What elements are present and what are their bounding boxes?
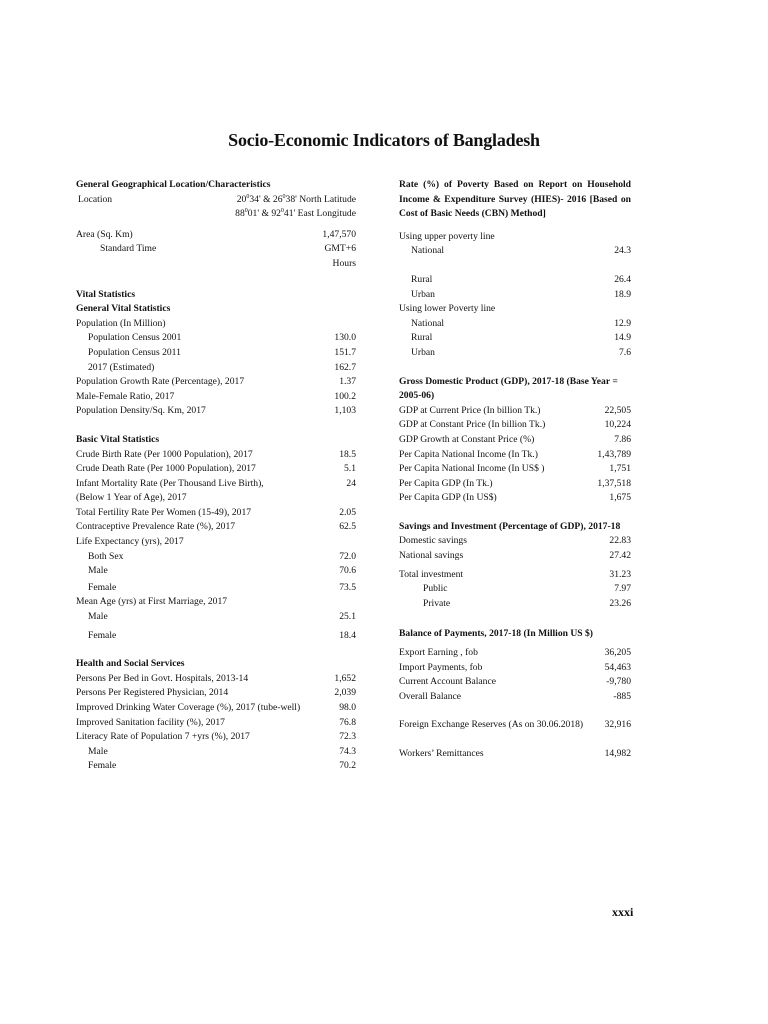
longitude-value: $88^001'$ & $92^041'$ East Longitude — [235, 208, 356, 220]
table-row: Improved Sanitation facility (%), 2017 76.8 — [76, 716, 356, 728]
geo-heading: General Geographical Location/Characteristics — [76, 179, 271, 190]
table-row: Per Capita National Income (In Tk.) 1,43,789 — [399, 448, 631, 460]
table-row: Urban 18.9 — [411, 288, 631, 300]
location-label: Location — [78, 193, 113, 205]
table-row: Persons Per Registered Physician, 2014 2,039 — [76, 687, 356, 699]
lower-poverty-label: Using lower Poverty line — [399, 303, 496, 315]
table-row: Population Census 2001 130.0 — [88, 332, 356, 344]
time-row — [76, 242, 356, 257]
reserves-row: Foreign Exchange Reserves (As on 30.06.2018) 32,916 — [399, 719, 631, 731]
table-row: Improved Drinking Water Coverage (%), 2017 (tube-well) 98.0 — [76, 702, 356, 713]
table-row: Female 70.2 — [88, 760, 356, 772]
remittances-row: Workers’ Remittances 14,982 — [399, 748, 631, 759]
table-row: GDP at Current Price (In billion Tk.) 22,505 — [399, 404, 631, 416]
table-row: Per Capita GDP (In US$) 1,675 — [399, 492, 631, 504]
table-row: National savings 27.42 — [399, 550, 631, 562]
table-row: (Below 1 Year of Age), 2017 — [76, 492, 187, 504]
table-row: Crude Birth Rate (Per 1000 Population), 2017 18.5 — [76, 448, 356, 460]
table-row: Overall Balance -885 — [399, 690, 631, 702]
table-row: National 24.3 — [411, 245, 631, 257]
table-row: Export Earning , fob 36,205 — [399, 647, 631, 659]
table-row: Private 23.26 — [423, 597, 631, 609]
table-row: Per Capita National Income (In US$ ) 1,751 — [399, 463, 631, 475]
table-row: Public 7.97 — [423, 583, 631, 595]
poverty-heading: Rate (%) of Poverty Based on Report on Household Income & Expenditure Survey (HIES)- 2016 [Based on Cost of Basic Needs (CBN) Method] — [399, 179, 631, 220]
table-row: Male 74.3 — [88, 745, 356, 757]
table-row: Male-Female Ratio, 2017 100.2 — [76, 390, 356, 402]
table-row: Life Expectancy (yrs), 2017 — [76, 536, 184, 548]
table-row: Mean Age (yrs) at First Marriage, 2017 — [76, 596, 228, 608]
latitude-value: $20^034'$ & $26^038'$ North Latitude — [236, 193, 356, 205]
table-row: Crude Death Rate (Per 1000 Population), 2017 5.1 — [76, 463, 356, 475]
page-title: Socio-Economic Indicators of Bangladesh — [228, 130, 540, 150]
table-row: Female 73.5 — [88, 581, 356, 593]
table-row: Population Density/Sq. Km, 2017 1,103 — [76, 405, 356, 417]
table-row: Rural 26.4 — [411, 273, 631, 285]
table-row: Total investment 31.23 — [399, 568, 631, 580]
time-label: Standard Time — [100, 243, 157, 255]
area-row — [76, 228, 356, 243]
area-label: Area (Sq. Km) — [76, 228, 133, 240]
basic-heading: Basic Vital Statistics — [76, 433, 160, 445]
table-row: Infant Mortality Rate (Per Thousand Live Birth), 24 — [76, 477, 356, 489]
table-row: Both Sex 72.0 — [88, 550, 356, 562]
table-row: Female 18.4 — [88, 629, 356, 641]
health-heading: Health and Social Services — [76, 658, 185, 670]
page-number: xxxi — [612, 905, 634, 919]
table-row: Male 25.1 — [88, 611, 356, 623]
gdp-heading: Gross Domestic Product (GDP), 2017-18 (Base Year = 2005-06) — [399, 375, 618, 402]
time-unit: Hours — [332, 257, 356, 269]
time-unit-row — [76, 257, 356, 272]
table-row: Population (In Million) — [76, 317, 166, 329]
longitude-row — [76, 207, 356, 222]
area-value: 1,47,570 — [322, 228, 356, 240]
upper-poverty-label: Using upper poverty line — [399, 230, 495, 242]
table-row: Total Fertility Rate Per Women (15-49), 2017 2.05 — [76, 506, 356, 518]
table-row: Literacy Rate of Population 7 +yrs (%), 2017 72.3 — [76, 731, 356, 743]
bop-heading: Balance of Payments, 2017-18 (In Million US $) — [399, 628, 594, 640]
table-row: 2017 (Estimated) 162.7 — [88, 361, 356, 373]
table-row: Population Census 2011 151.7 — [88, 346, 356, 358]
vital-subheading: General Vital Statistics — [76, 303, 171, 315]
table-row: Rural 14.9 — [411, 332, 631, 344]
table-row: Persons Per Bed in Govt. Hospitals, 2013-14 1,652 — [76, 672, 356, 684]
table-row: GDP at Constant Price (In billion Tk.) 10,224 — [399, 419, 631, 431]
savings-heading: Savings and Investment (Percentage of GDP), 2017-18 — [399, 520, 621, 532]
table-row: Domestic savings 22.83 — [399, 535, 631, 547]
table-row: Current Account Balance -9,780 — [399, 676, 631, 688]
table-row: Per Capita GDP (In Tk.) 1,37,518 — [399, 477, 631, 489]
table-row: Urban 7.6 — [411, 346, 631, 358]
table-row: Male 70.6 — [88, 565, 356, 577]
vital-heading: Vital Statistics — [76, 288, 136, 300]
table-row: Contraceptive Prevalence Rate (%), 2017 62.5 — [76, 521, 356, 533]
table-row: GDP Growth at Constant Price (%) 7.86 — [399, 433, 631, 445]
table-row: National 12.9 — [411, 317, 631, 329]
right-column — [399, 178, 631, 762]
table-row: Population Growth Rate (Percentage), 2017 1.37 — [76, 376, 356, 388]
left-column — [76, 178, 356, 774]
location-row — [76, 193, 356, 208]
table-row: Import Payments, fob 54,463 — [399, 661, 631, 673]
time-value: GMT+6 — [324, 243, 356, 255]
